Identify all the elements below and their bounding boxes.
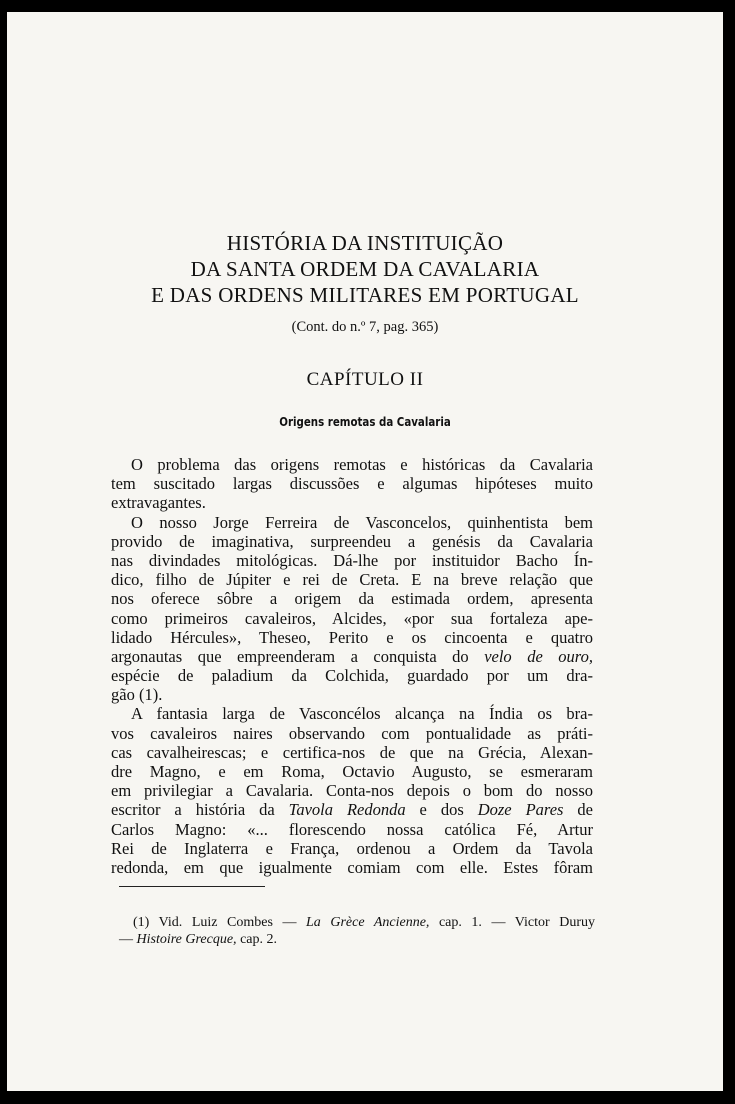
italic-run: Tavola Redonda	[288, 800, 406, 820]
text-run: cap. 2.	[236, 932, 277, 947]
footnote-line	[119, 914, 595, 931]
italic-run: La Grèce Ancienne,	[306, 915, 430, 930]
text-line: em privilegiar a Cavalaria. Conta-nos depois o bom do nosso	[111, 781, 593, 801]
text-line: cas cavalheirescas; e certifica-nos de que na Grécia, Alexan-	[111, 742, 593, 762]
text-line: vos cavaleiros naires observando com pontualidade as práti-	[111, 723, 593, 743]
article-title	[7, 230, 723, 308]
title-line: HISTÓRIA DA INSTITUIÇÃO	[226, 231, 504, 255]
italic-run: velo de ouro,	[484, 646, 593, 666]
text-run: —	[119, 932, 137, 947]
footnote-line	[119, 931, 595, 948]
italic-run: Doze Pares	[477, 800, 564, 820]
text-run: e dos	[405, 800, 478, 820]
footnote-divider	[119, 886, 265, 887]
text-line: nos oferece sôbre a origem da estimada ordem, apresenta	[111, 589, 593, 609]
footnote	[119, 914, 595, 948]
title-line: DA SANTA ORDEM DA CAVALARIA	[190, 257, 540, 281]
text-run: cap. 1. — Victor Duruy	[429, 915, 595, 930]
section-title: Origens remotas da Cavalaria	[279, 414, 451, 429]
text-line: A fantasia larga de Vasconcélos alcança na Índia os bra-	[131, 704, 593, 724]
text-run: argonautas que empreenderam a conquista do	[111, 646, 485, 666]
text-line: como primeiros cavaleiros, Alcides, «por sua fortaleza ape-	[111, 608, 593, 628]
text-line: dre Magno, e em Roma, Octavio Augusto, se esmeraram	[111, 762, 593, 781]
title-line: E DAS ORDENS MILITARES EM PORTUGAL	[151, 283, 579, 307]
body-text	[111, 455, 593, 877]
text-line: lidado Hércules», Theseo, Perito e os cincoenta e quatro	[111, 627, 593, 647]
text-line: tem suscitado largas discussões e algumas hipóteses muito	[111, 474, 593, 494]
continuation-note: (Cont. do n.º 7, pag. 365)	[291, 319, 439, 335]
scanned-page	[7, 12, 723, 1091]
text-run: escritor a história da	[111, 800, 289, 820]
text-line: espécie de paladium da Colchida, guardado por um dra-	[111, 666, 593, 686]
text-line	[111, 800, 593, 819]
text-line: Carlos Magno: «... florescendo nossa católica Fé, Artur	[111, 819, 593, 839]
text-run: (1) Vid. Luiz Combes —	[133, 915, 306, 930]
text-line: provido de imaginativa, surpreendeu a genésis da Cavalaria	[111, 531, 593, 551]
text-line: O problema das origens remotas e históricas da Cavalaria	[131, 455, 593, 474]
text-line	[111, 647, 593, 666]
text-line: O nosso Jorge Ferreira de Vasconcelos, quinhentista bem	[131, 512, 593, 532]
text-line: Rei de Inglaterra e França, ordenou a Ordem da Tavola	[111, 838, 593, 858]
chapter-heading: CAPÍTULO II	[306, 369, 424, 390]
text-line: extravagantes.	[111, 493, 206, 513]
text-line: dico, filho de Júpiter e rei de Creta. E na breve relação que	[111, 570, 593, 590]
text-line: redonda, em que igualmente comiam com elle. Estes fôram	[111, 857, 593, 877]
italic-run: Histoire Grecque,	[136, 932, 237, 947]
text-line: gão (1).	[111, 685, 163, 705]
text-line: nas divindades mitológicas. Dá-lhe por instituidor Bacho Ín-	[111, 550, 593, 570]
text-run: de	[563, 800, 593, 820]
